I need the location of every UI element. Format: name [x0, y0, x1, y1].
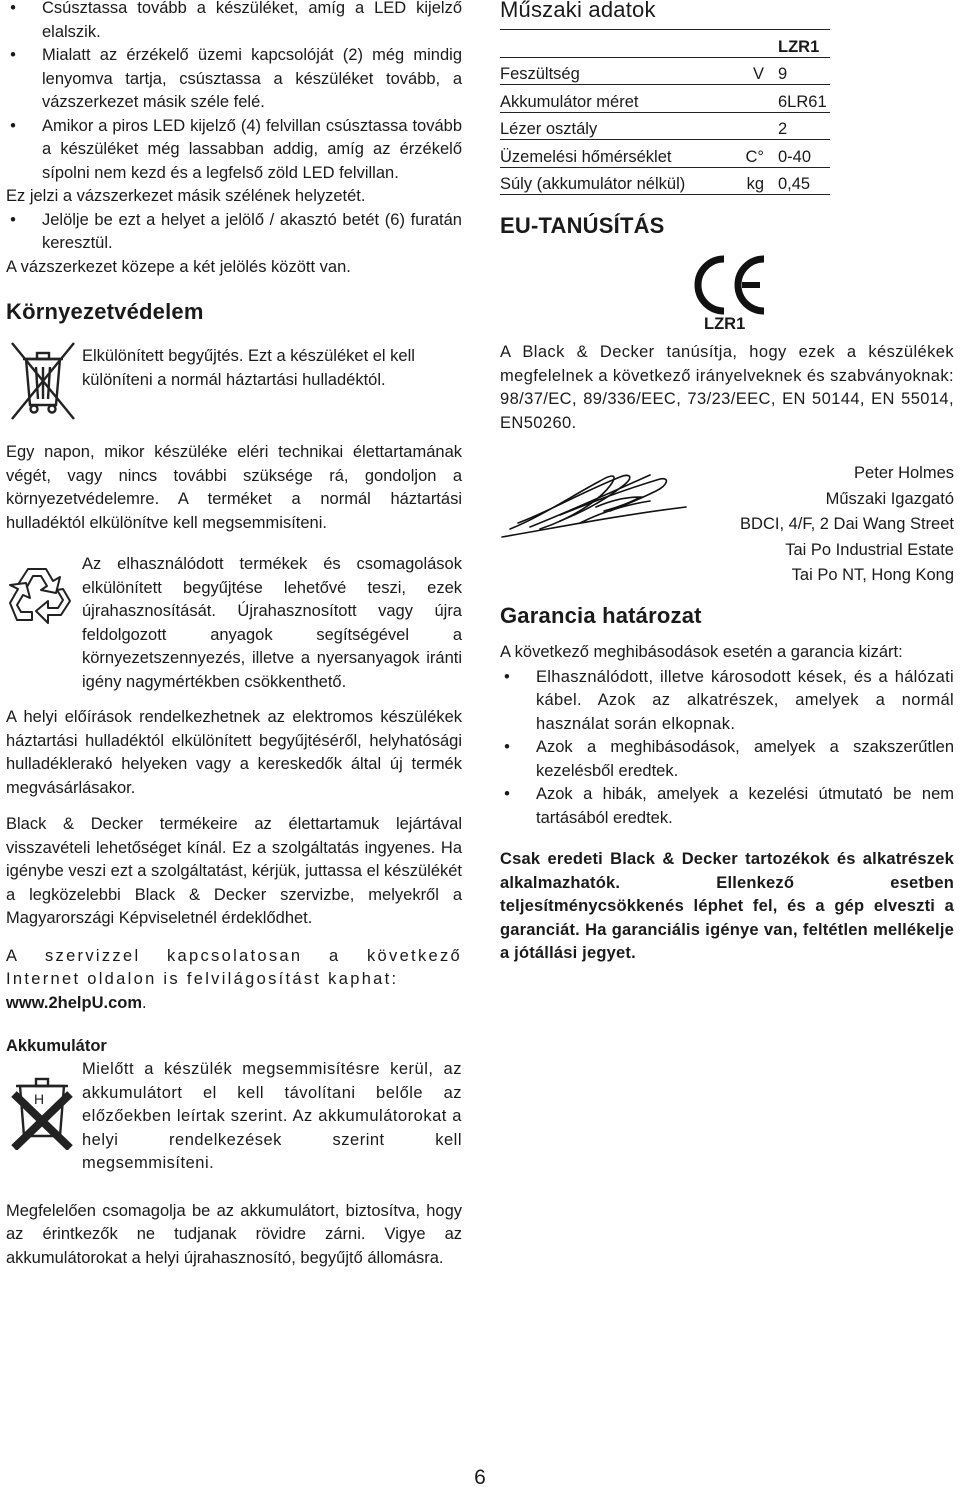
- table-row: Lézer osztály 2: [500, 112, 830, 140]
- tech-specs-heading: Műszaki adatok: [500, 0, 656, 22]
- waste-text: Elkülönített begyűjtés. Ezt a készüléket el kell különíteni a normál háztartási hulladéktól.: [82, 347, 415, 389]
- list-item: • Azok a meghibásodások, amelyek a szakszerűtlen kezelésből eredtek.: [504, 738, 954, 780]
- signer-address-line: Tai Po Industrial Estate: [785, 540, 954, 559]
- crossed-bin-icon: [6, 339, 80, 423]
- signer-info: [674, 461, 954, 589]
- warranty-exclusions-list: [500, 666, 954, 831]
- edge-paragraph: Ez jelzi a vázszerkezet másik szélének helyzetét.: [6, 187, 366, 205]
- signer-address-line: BDCI, 4/F, 2 Dai Wang Street: [740, 515, 954, 533]
- website-link[interactable]: www.2helpU.com: [6, 993, 142, 1012]
- waste-section: [6, 339, 462, 423]
- environment-heading: Környezetvédelem: [6, 299, 204, 324]
- web-url-line: www.2helpU.com.: [6, 993, 147, 1012]
- packaging-paragraph: Megfelelően csomagolja be az akkumulátort, biztosítva, hogy az érintkezők ne tudjanak rövidre zárni. Vigye az akkumulátorokat a helyi újrahasznosító, begyűjtő állomásra.: [6, 1201, 462, 1267]
- crossed-battery-bin-icon: [6, 1064, 78, 1150]
- list-item: • Elhasználódott, illetve károsodott kések, és a hálózati kábel. Azok az alkatrészek, amelyek a normál használat során elkopnak.: [503, 667, 954, 733]
- table-row: Akkumulátor méret 6LR61: [500, 85, 830, 113]
- bd-service-paragraph: Black & Decker termékeire az élettartamuk lejártával visszavételi lehetőséget kínál. Ez a szolgáltatás ingyenes. Ha igénybe veszi ezt a szolgáltatást, kérjük, juttassa el készülékét a legközelebbi Black & Decker szervizbe, melyekről a Magyarországi Képviseletnél érdeklődhet.: [6, 815, 462, 927]
- signer-address-line: Tai Po NT, Hong Kong: [791, 566, 954, 584]
- signer-name: Peter Holmes: [854, 464, 954, 482]
- list-item: • Azok a hibák, amelyek a kezelési útmutató be nem tartásából eredtek.: [504, 785, 954, 827]
- table-row: Üzemelési hőmérséklet C° 0-40: [500, 140, 830, 168]
- warranty-intro: A következő meghibásodások esetén a garancia kizárt:: [500, 643, 903, 661]
- instruction-list-top: [6, 0, 462, 185]
- signature-image: [500, 467, 690, 547]
- page-number: 6: [474, 1466, 486, 1489]
- battery-section: [6, 1058, 462, 1176]
- warranty-heading: Garancia határozat: [500, 603, 702, 628]
- genuine-parts-notice: Csak eredeti Black & Decker tartozékok és alkatrészek alkalmazhatók. Ellenkező esetben teljesítménycsökkenés léphet fel, és a gép elveszti a garanciát. Ha garanciális igénye van, feltétlen mellékelje a jótállási jegyet.: [500, 850, 954, 962]
- center-paragraph: A vázszerkezet közepe a két jelölés között van.: [6, 257, 351, 276]
- list-item: • Amikor a piros LED kijelző (4) felvillan csúsztassa tovább a készüléket még lassabban addig, amíg az érzékelő sípolni nem kezd és a legfelső zöld LED felvillan.: [10, 116, 462, 182]
- battery-text: Mielőtt a készülék megsemmisítésre kerül, az akkumulátort el kell távolítani belőle az előzőekben leírtak szerint. Az akkumulátorokat a helyi rendelkezések szerint kell megsemmisíteni.: [82, 1060, 462, 1172]
- eu-certification-heading: EU-TANÚSÍTÁS: [500, 213, 665, 238]
- signer-title: Műszaki Igazgató: [825, 489, 954, 508]
- table-row: Feszültség V 9: [500, 57, 830, 85]
- list-item: • Jelölje be ezt a helyet a jelölő / akasztó betét (6) furatán keresztül.: [10, 210, 462, 252]
- recycle-section: [6, 553, 462, 694]
- spec-header-row: [500, 30, 830, 58]
- list-item: • Csúsztassa tovább a készüléket, amíg a LED kijelző elalszik.: [10, 0, 462, 41]
- left-column: [6, 0, 462, 1270]
- local-regulations-paragraph: A helyi előírások rendelkezhetnek az elektromos készülékek háztartási hulladéktól elkülönített begyűjtéséről, helyhatósági hulladéklerakó helyeken vagy a kereskedők által új termék megvásárlásakor.: [6, 708, 462, 797]
- list-item: • Mialatt az érzékelő üzemi kapcsolóját (2) még mindig lenyomva tartja, csúsztassa a készüléket tovább, a vázszerkezet másik széle felé.: [10, 46, 462, 111]
- recycle-icon: [6, 561, 72, 625]
- signature-block: [500, 461, 954, 585]
- right-column: [500, 0, 954, 966]
- spec-table: [500, 29, 830, 195]
- ce-mark-icon: [690, 253, 772, 317]
- web-paragraph: A szervizzel kapcsolatosan a következő Internet oldalon is felvilágosítást kaphat:: [6, 946, 462, 988]
- svg-text:H: H: [34, 1091, 45, 1107]
- recycle-text: Az elhasználódott termékek és csomagolások elkülönített begyűjtése lehetővé teszi, ezek újrahasznosítását. Újrahasznosított vagy újra feldolgozott anyagok segítségével a környezetszennyezés, illetve a nyersanyagok iránti igény nagymértékben csökkenthető.: [82, 555, 462, 691]
- table-row: Súly (akkumulátor nélkül) kg 0,45: [500, 167, 830, 195]
- ce-block: [500, 253, 954, 337]
- ce-model-label: LZR1: [704, 315, 746, 333]
- instruction-list-mark: [6, 209, 462, 256]
- battery-heading: Akkumulátor: [6, 1037, 107, 1055]
- end-of-life-paragraph: Egy napon, mikor készüléke eléri technikai élettartamának végét, vagy nincs további szüksége rá, gondoljon a környezetvédelemre. A terméket a normál háztartási hulladéktól elkülönítve kell megsemmisíteni.: [6, 443, 462, 532]
- spec-model: LZR1: [778, 30, 830, 58]
- eu-declaration-text: A Black & Decker tanúsítja, hogy ezek a készülékek megfelelnek a következő irányelveknek és szabványoknak: 98/37/EC, 89/336/EEC, 73/23/EEC, EN 50144, EN 55014, EN50260.: [500, 343, 954, 432]
